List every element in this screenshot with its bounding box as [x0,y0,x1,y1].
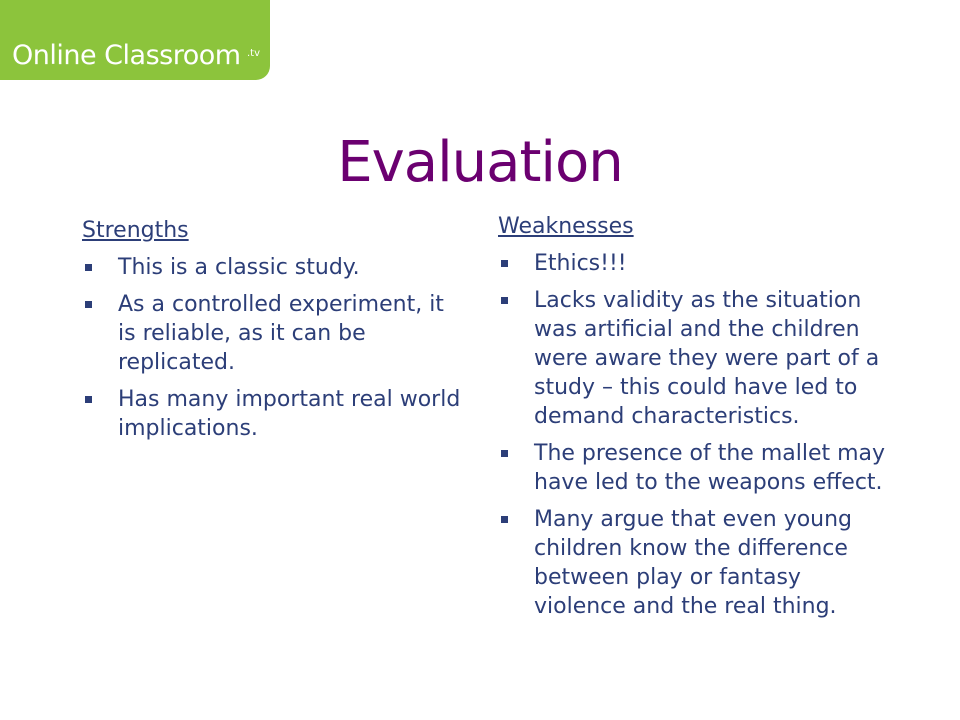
list-item [82,385,462,443]
strengths-list [82,253,462,443]
slide-title: Evaluation [337,130,623,195]
bullet-square-icon [85,301,92,308]
list-item-text: Lacks validity as the situation was artificial and the children were aware they were part of a study – this could have led to demand characteristics. [534,288,880,429]
weaknesses-column [498,212,898,629]
list-item-text: Many argue that even young children know the difference between play or fantasy violence and the real thing. [534,507,853,619]
list-item-text: Ethics!!! [534,251,627,276]
list-item [498,439,898,497]
list-item [498,505,898,621]
weaknesses-list [498,249,898,621]
logo-banner [0,0,270,80]
logo-suffix: .tv [247,48,261,59]
logo-text: Online Classroom [12,40,241,71]
list-item [82,290,462,377]
list-item-text: Has many important real world implications. [118,387,461,441]
bullet-square-icon [85,396,92,403]
list-item-text: The presence of the mallet may have led to the weapons effect. [534,441,886,495]
strengths-column [82,216,462,451]
weaknesses-heading: Weaknesses [498,214,634,239]
list-item-text: This is a classic study. [118,255,360,280]
bullet-square-icon [501,450,508,457]
bullet-square-icon [85,264,92,271]
list-item-text: As a controlled experiment, it is reliable, as it can be replicated. [118,292,444,375]
list-item [82,253,462,282]
bullet-square-icon [501,260,508,267]
bullet-square-icon [501,516,508,523]
list-item [498,286,898,431]
strengths-heading: Strengths [82,218,189,243]
bullet-square-icon [501,297,508,304]
list-item [498,249,898,278]
